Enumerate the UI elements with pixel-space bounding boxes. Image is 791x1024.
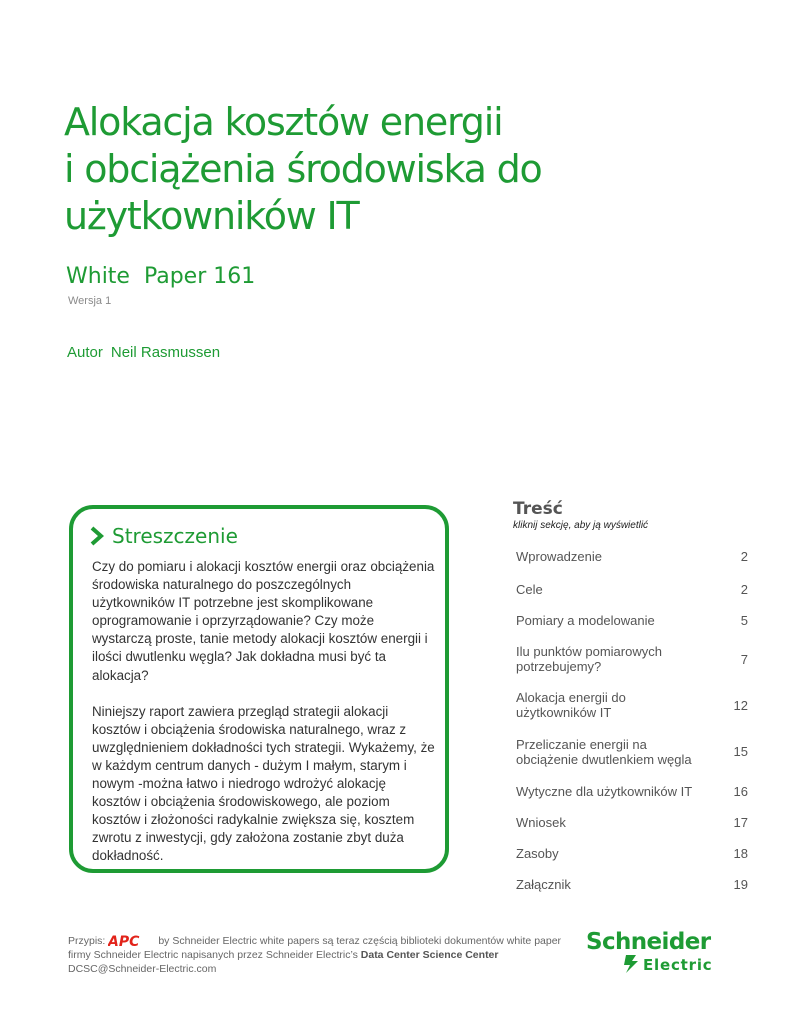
- toc-item-label: Załącznik: [516, 876, 571, 892]
- author-name: Neil Rasmussen: [110, 344, 221, 361]
- title-line-3: użytkowników IT: [64, 194, 359, 238]
- toc-item-label: Alokacja energii do użytkowników IT: [516, 690, 626, 720]
- toc-item-page: 16: [733, 783, 748, 799]
- apc-logo: [108, 934, 154, 948]
- toc-item-page: 7: [740, 651, 748, 667]
- footer-text: by Schneider Electric white papers są teraz częścią biblioteki dokumentów white paper firmy Schneider Electric napisanych przez Schneider Electric’s: [68, 935, 562, 962]
- title-line-1: Alokacja kosztów energii: [64, 100, 503, 144]
- footer-prefix: Przypis:: [68, 935, 106, 947]
- toc-item-pomiary[interactable]: [516, 605, 748, 636]
- toc-item-label: Wprowadzenie: [516, 549, 602, 564]
- footer-email[interactable]: DCSC@Schneider-Electric.com: [68, 963, 217, 976]
- footer-bold: Data Center Science Center: [360, 949, 499, 962]
- summary-paragraph-2: Niniejszy raport zawiera przegląd strategii alokacji kosztów i obciążenia środowiska naturalnego, wraz z uwzględnieniem dokładności tych strategii. Wykażemy, że w każdym centrum danych - dużym I małym, starym i nowym -można łatwo i niedrogo wdrożyć alokację kosztów i obciążenia środowiskowego, ale poziom kosztów i złożoności radykalnie zwiększa się, kosztem zwrotu z inwestycji, gdy założona zostanie zbyt duża dokładność.: [92, 703, 435, 864]
- toc-list: [516, 540, 748, 900]
- toc-item-page: 2: [740, 549, 748, 564]
- summary-header: [90, 524, 238, 548]
- toc-item-cele[interactable]: [516, 574, 748, 605]
- svg-text:Schneider: Schneider: [586, 929, 711, 955]
- toc-item-page: 19: [733, 876, 748, 892]
- summary-body: [92, 558, 437, 884]
- svg-text:Electric: Electric: [643, 956, 713, 974]
- document-title: [64, 99, 624, 240]
- version-label: Wersja 1: [68, 295, 112, 307]
- toc-item-zasoby[interactable]: [516, 838, 748, 869]
- toc-item-label: Zasoby: [516, 845, 559, 861]
- toc-item-page: 15: [733, 744, 748, 759]
- chevron-right-icon: [90, 526, 104, 546]
- toc-item-wniosek[interactable]: [516, 807, 748, 838]
- toc-item-wprowadzenie[interactable]: [516, 540, 748, 574]
- toc-item-przeliczanie[interactable]: [516, 728, 748, 776]
- toc-item-page: 5: [740, 612, 748, 628]
- toc-item-alokacja-energii[interactable]: [516, 683, 748, 728]
- toc-title: Treść: [513, 499, 563, 519]
- toc-item-page: 12: [733, 697, 748, 713]
- toc-item-label: Przeliczanie energii na obciążenie dwutlenkiem węgla: [516, 736, 692, 767]
- toc-item-label: Wniosek: [516, 814, 566, 830]
- white-paper-number: White Paper 161: [66, 264, 256, 289]
- toc-item-punkty-pomiarowe[interactable]: [516, 636, 748, 683]
- toc-item-label: Wytyczne dla użytkowników IT: [516, 783, 693, 799]
- toc-item-page: 2: [740, 581, 748, 597]
- toc-subtitle: kliknij sekcję, aby ją wyświetlić: [513, 520, 649, 531]
- author-label: Autor: [67, 344, 103, 361]
- toc-item-page: 18: [733, 845, 748, 861]
- toc-item-label: Pomiary a modelowanie: [516, 612, 655, 628]
- svg-text:APC: APC: [108, 934, 140, 949]
- toc-item-wytyczne[interactable]: [516, 776, 748, 807]
- summary-heading: Streszczenie: [112, 524, 238, 548]
- author-line: [67, 344, 220, 361]
- toc-item-page: 17: [733, 814, 748, 830]
- title-line-2: i obciążenia środowiska do: [64, 147, 542, 191]
- toc-item-zalacznik[interactable]: [516, 869, 748, 900]
- toc-item-label: Ilu punktów pomiarowych potrzebujemy?: [516, 644, 662, 674]
- schneider-electric-logo: [586, 927, 728, 975]
- footer-note: [68, 934, 573, 976]
- toc-item-label: Cele: [516, 581, 543, 597]
- summary-paragraph-1: Czy do pomiaru i alokacji kosztów energii oraz obciążenia środowiska naturalnego do poszczególnych użytkowników IT potrzebne jest skomplikowane oprogramowanie i oprzyrządowanie? Czy może wystarczą proste, tanie metody alokacji kosztów energii i ilości dwutlenku węgla? Jak dokładna musi być ta alokacja?: [92, 559, 435, 683]
